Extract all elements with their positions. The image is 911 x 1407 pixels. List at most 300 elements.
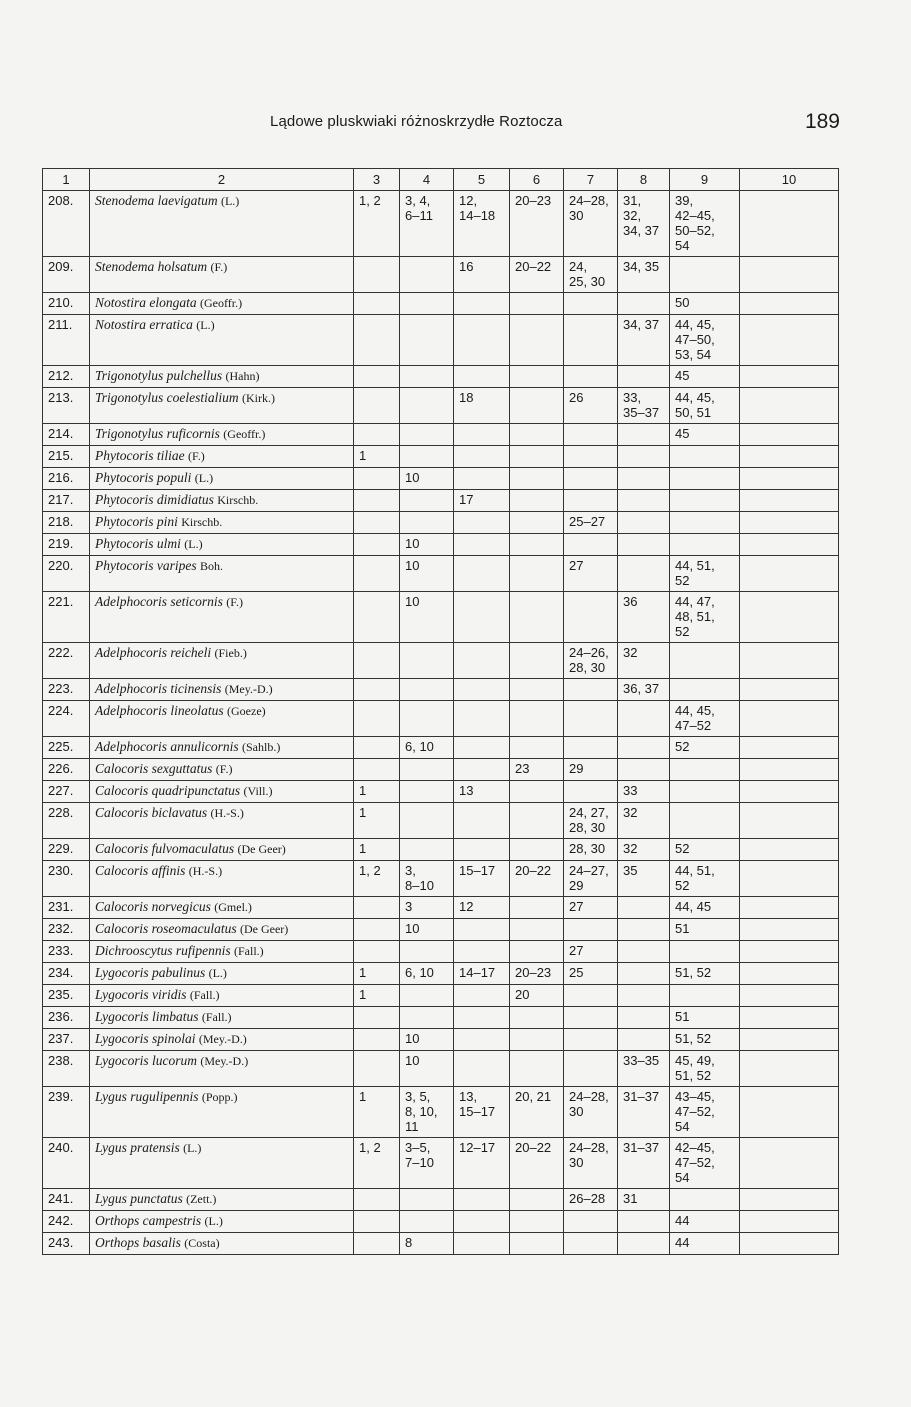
site-cell-5: 13, 15–17 <box>454 1087 510 1138</box>
site-cell-5 <box>454 1189 510 1211</box>
species-author: (Fall.) <box>189 988 220 1002</box>
site-cell-8 <box>618 1233 670 1255</box>
site-cell-8: 33 <box>618 781 670 803</box>
site-cell-5 <box>454 679 510 701</box>
table-row <box>43 468 839 490</box>
species-cell <box>90 781 354 803</box>
site-cell-10 <box>740 919 839 941</box>
table-row <box>43 512 839 534</box>
species-name: Stenodema laevigatum <box>95 193 218 208</box>
table-row <box>43 643 839 679</box>
page-header <box>44 110 840 139</box>
species-author: (L.) <box>196 318 215 332</box>
site-cell-7 <box>564 1233 618 1255</box>
page-number: 189 <box>804 110 840 133</box>
site-cell-6 <box>510 1051 564 1087</box>
species-author: (Goeze) <box>227 704 266 718</box>
table-row <box>43 592 839 643</box>
site-cell-10 <box>740 534 839 556</box>
row-number: 243. <box>43 1233 90 1255</box>
table-row <box>43 803 839 839</box>
table-row <box>43 191 839 257</box>
site-cell-5 <box>454 919 510 941</box>
species-author: (Geoffr.) <box>223 427 266 441</box>
species-cell <box>90 679 354 701</box>
site-cell-10 <box>740 1087 839 1138</box>
site-cell-3: 1 <box>354 446 400 468</box>
species-cell <box>90 257 354 293</box>
species-author: (Vill.) <box>243 784 273 798</box>
site-cell-5 <box>454 839 510 861</box>
site-cell-9: 50 <box>670 293 740 315</box>
table-row <box>43 556 839 592</box>
site-cell-10 <box>740 1233 839 1255</box>
site-cell-6 <box>510 1189 564 1211</box>
species-author: (Costa) <box>184 1236 220 1250</box>
species-name: Lygocoris pabulinus <box>95 965 206 980</box>
species-cell <box>90 293 354 315</box>
site-cell-9 <box>670 1189 740 1211</box>
site-cell-8: 32 <box>618 643 670 679</box>
site-cell-5: 15–17 <box>454 861 510 897</box>
site-cell-7: 24–28, 30 <box>564 1087 618 1138</box>
site-cell-7 <box>564 737 618 759</box>
site-cell-3 <box>354 1029 400 1051</box>
site-cell-4 <box>400 781 454 803</box>
row-number: 226. <box>43 759 90 781</box>
site-cell-8 <box>618 963 670 985</box>
row-number: 220. <box>43 556 90 592</box>
site-cell-8: 32 <box>618 839 670 861</box>
species-author: (Hahn) <box>225 369 260 383</box>
species-author: (Fieb.) <box>214 646 247 660</box>
row-number: 209. <box>43 257 90 293</box>
site-cell-10 <box>740 1138 839 1189</box>
site-cell-9: 44, 45, 47–52 <box>670 701 740 737</box>
species-author: (L.) <box>194 471 214 485</box>
species-cell <box>90 897 354 919</box>
table-row <box>43 861 839 897</box>
site-cell-5 <box>454 1029 510 1051</box>
species-cell <box>90 534 354 556</box>
table-row <box>43 1189 839 1211</box>
site-cell-7 <box>564 315 618 366</box>
site-cell-6: 20–23 <box>510 191 564 257</box>
site-cell-9: 52 <box>670 839 740 861</box>
row-number: 228. <box>43 803 90 839</box>
site-cell-5 <box>454 315 510 366</box>
table-row <box>43 781 839 803</box>
site-cell-9: 44, 51, 52 <box>670 861 740 897</box>
species-name: Phytocoris ulmi <box>95 536 181 551</box>
site-cell-10 <box>740 490 839 512</box>
site-cell-4: 3, 8–10 <box>400 861 454 897</box>
site-cell-10 <box>740 257 839 293</box>
species-name: Lygus rugulipennis <box>95 1089 199 1104</box>
column-header-7: 7 <box>564 169 618 191</box>
site-cell-3 <box>354 1233 400 1255</box>
row-number: 225. <box>43 737 90 759</box>
site-cell-4 <box>400 446 454 468</box>
site-cell-3: 1, 2 <box>354 1138 400 1189</box>
site-cell-6 <box>510 556 564 592</box>
site-cell-6 <box>510 490 564 512</box>
species-name: Trigonotylus pulchellus <box>95 368 223 383</box>
table-row <box>43 1138 839 1189</box>
column-header-8: 8 <box>618 169 670 191</box>
row-number: 214. <box>43 424 90 446</box>
site-cell-3 <box>354 490 400 512</box>
table-row <box>43 293 839 315</box>
site-cell-3 <box>354 388 400 424</box>
species-name: Lygocoris spinolai <box>95 1031 196 1046</box>
site-cell-6 <box>510 1211 564 1233</box>
site-cell-7 <box>564 468 618 490</box>
site-cell-6 <box>510 941 564 963</box>
site-cell-8 <box>618 985 670 1007</box>
table-row <box>43 490 839 512</box>
species-author: Kirschb. <box>217 493 259 507</box>
table-row <box>43 839 839 861</box>
site-cell-8: 36, 37 <box>618 679 670 701</box>
site-cell-9: 51 <box>670 1007 740 1029</box>
site-cell-4 <box>400 424 454 446</box>
site-cell-3: 1 <box>354 963 400 985</box>
species-author: (L.) <box>220 194 240 208</box>
site-cell-3: 1 <box>354 985 400 1007</box>
column-header-5: 5 <box>454 169 510 191</box>
species-name: Stenodema holsatum <box>95 259 208 274</box>
site-cell-6 <box>510 679 564 701</box>
species-author: (L.) <box>184 537 203 551</box>
site-cell-9 <box>670 941 740 963</box>
site-cell-3 <box>354 257 400 293</box>
site-cell-6 <box>510 1233 564 1255</box>
species-name: Phytocoris populi <box>95 470 192 485</box>
species-name: Dichrooscytus rufipennis <box>95 943 231 958</box>
site-cell-8 <box>618 1029 670 1051</box>
column-header-4: 4 <box>400 169 454 191</box>
site-cell-3 <box>354 1189 400 1211</box>
site-cell-7 <box>564 1211 618 1233</box>
table-row <box>43 1029 839 1051</box>
species-cell <box>90 315 354 366</box>
species-author: (H.-S.) <box>210 806 244 820</box>
row-number: 208. <box>43 191 90 257</box>
site-cell-7: 25–27 <box>564 512 618 534</box>
species-author: (F.) <box>210 260 228 274</box>
site-cell-8 <box>618 512 670 534</box>
column-header-10: 10 <box>740 169 839 191</box>
site-cell-8: 34, 35 <box>618 257 670 293</box>
site-cell-4 <box>400 803 454 839</box>
species-author: (Fall.) <box>234 944 264 958</box>
site-cell-9 <box>670 446 740 468</box>
site-cell-8: 33, 35–37 <box>618 388 670 424</box>
site-cell-6 <box>510 293 564 315</box>
site-cell-5 <box>454 468 510 490</box>
site-cell-4: 10 <box>400 556 454 592</box>
site-cell-8 <box>618 919 670 941</box>
species-name: Calocoris fulvomaculatus <box>95 841 235 856</box>
site-cell-10 <box>740 1211 839 1233</box>
site-cell-9: 42–45, 47–52, 54 <box>670 1138 740 1189</box>
site-cell-8: 33–35 <box>618 1051 670 1087</box>
row-number: 233. <box>43 941 90 963</box>
column-header-3: 3 <box>354 169 400 191</box>
site-cell-8 <box>618 366 670 388</box>
site-cell-8: 31, 32, 34, 37 <box>618 191 670 257</box>
species-cell <box>90 839 354 861</box>
site-cell-5: 12, 14–18 <box>454 191 510 257</box>
table-row <box>43 257 839 293</box>
site-cell-5: 12–17 <box>454 1138 510 1189</box>
site-cell-8 <box>618 446 670 468</box>
row-number: 242. <box>43 1211 90 1233</box>
species-author: (F.) <box>187 449 205 463</box>
site-cell-7 <box>564 424 618 446</box>
site-cell-7: 27 <box>564 556 618 592</box>
row-number: 236. <box>43 1007 90 1029</box>
species-name: Lygus punctatus <box>95 1191 183 1206</box>
species-author: (De Geer) <box>240 922 289 936</box>
site-cell-7 <box>564 919 618 941</box>
table-row <box>43 737 839 759</box>
site-cell-3 <box>354 1007 400 1029</box>
site-cell-6 <box>510 701 564 737</box>
site-cell-10 <box>740 781 839 803</box>
site-cell-8 <box>618 941 670 963</box>
site-cell-4 <box>400 643 454 679</box>
species-author: (Gmel.) <box>214 900 252 914</box>
site-cell-6 <box>510 737 564 759</box>
table-row <box>43 366 839 388</box>
site-cell-9 <box>670 468 740 490</box>
site-cell-10 <box>740 679 839 701</box>
site-cell-9: 52 <box>670 737 740 759</box>
species-cell <box>90 643 354 679</box>
site-cell-4 <box>400 315 454 366</box>
site-cell-3: 1 <box>354 1087 400 1138</box>
site-cell-5 <box>454 1211 510 1233</box>
site-cell-4 <box>400 512 454 534</box>
site-cell-3: 1, 2 <box>354 861 400 897</box>
site-cell-7 <box>564 781 618 803</box>
species-cell <box>90 1233 354 1255</box>
site-cell-5: 17 <box>454 490 510 512</box>
species-name: Lygus pratensis <box>95 1140 180 1155</box>
species-author: (L.) <box>183 1141 202 1155</box>
site-cell-4 <box>400 941 454 963</box>
site-cell-6 <box>510 534 564 556</box>
site-cell-8 <box>618 293 670 315</box>
site-cell-9 <box>670 803 740 839</box>
site-cell-3 <box>354 1211 400 1233</box>
site-cell-9: 44 <box>670 1233 740 1255</box>
site-cell-4 <box>400 1007 454 1029</box>
table-row <box>43 679 839 701</box>
site-cell-6 <box>510 643 564 679</box>
site-cell-3 <box>354 737 400 759</box>
species-cell <box>90 941 354 963</box>
site-cell-4: 10 <box>400 1029 454 1051</box>
site-cell-3 <box>354 919 400 941</box>
table-row <box>43 897 839 919</box>
species-name: Calocoris roseomaculatus <box>95 921 237 936</box>
site-cell-9: 44, 45, 47–50, 53, 54 <box>670 315 740 366</box>
table-row <box>43 315 839 366</box>
site-cell-7: 24, 25, 30 <box>564 257 618 293</box>
site-cell-10 <box>740 592 839 643</box>
site-cell-6 <box>510 897 564 919</box>
site-cell-7 <box>564 985 618 1007</box>
site-cell-10 <box>740 941 839 963</box>
row-number: 224. <box>43 701 90 737</box>
species-author: Boh. <box>199 559 223 573</box>
table-row <box>43 1211 839 1233</box>
site-cell-3: 1, 2 <box>354 191 400 257</box>
site-cell-10 <box>740 388 839 424</box>
site-cell-9: 44, 51, 52 <box>670 556 740 592</box>
row-number: 227. <box>43 781 90 803</box>
species-cell <box>90 1087 354 1138</box>
site-cell-3 <box>354 293 400 315</box>
site-cell-4 <box>400 1189 454 1211</box>
table-row <box>43 985 839 1007</box>
site-cell-7 <box>564 490 618 512</box>
site-cell-4 <box>400 839 454 861</box>
row-number: 241. <box>43 1189 90 1211</box>
column-header-1: 1 <box>43 169 90 191</box>
running-title: Lądowe pluskwiaki różnoskrzydłe Roztocza <box>270 113 563 130</box>
species-name: Notostira elongata <box>95 295 197 310</box>
species-cell <box>90 556 354 592</box>
site-cell-3 <box>354 701 400 737</box>
site-cell-8 <box>618 534 670 556</box>
species-name: Lygocoris viridis <box>95 987 187 1002</box>
site-cell-7 <box>564 366 618 388</box>
row-number: 231. <box>43 897 90 919</box>
site-cell-8 <box>618 759 670 781</box>
species-cell <box>90 919 354 941</box>
row-number: 235. <box>43 985 90 1007</box>
site-cell-10 <box>740 701 839 737</box>
site-cell-5 <box>454 1051 510 1087</box>
species-cell <box>90 424 354 446</box>
site-cell-3 <box>354 556 400 592</box>
site-cell-9: 51, 52 <box>670 1029 740 1051</box>
site-cell-3 <box>354 468 400 490</box>
species-cell <box>90 1211 354 1233</box>
site-cell-10 <box>740 1051 839 1087</box>
site-cell-9 <box>670 759 740 781</box>
site-cell-5: 18 <box>454 388 510 424</box>
species-author: (Mey.-D.) <box>198 1032 247 1046</box>
site-cell-7 <box>564 293 618 315</box>
species-name: Phytocoris tiliae <box>95 448 185 463</box>
site-cell-7 <box>564 1029 618 1051</box>
column-header-9: 9 <box>670 169 740 191</box>
site-cell-8 <box>618 1211 670 1233</box>
site-cell-10 <box>740 839 839 861</box>
site-cell-9 <box>670 534 740 556</box>
site-cell-3 <box>354 941 400 963</box>
species-name: Adelphocoris ticinensis <box>95 681 222 696</box>
species-name: Calocoris biclavatus <box>95 805 208 820</box>
species-name: Phytocoris varipes <box>95 558 197 573</box>
row-number: 210. <box>43 293 90 315</box>
site-cell-3 <box>354 315 400 366</box>
site-cell-7: 26 <box>564 388 618 424</box>
site-cell-6 <box>510 468 564 490</box>
site-cell-5 <box>454 803 510 839</box>
site-cell-9: 39, 42–45, 50–52, 54 <box>670 191 740 257</box>
site-cell-3 <box>354 759 400 781</box>
site-cell-4: 6, 10 <box>400 737 454 759</box>
species-author: (F.) <box>226 595 243 609</box>
site-cell-9: 44, 47, 48, 51, 52 <box>670 592 740 643</box>
site-cell-5 <box>454 737 510 759</box>
site-cell-6: 20–23 <box>510 963 564 985</box>
site-cell-7: 28, 30 <box>564 839 618 861</box>
site-cell-7: 27 <box>564 941 618 963</box>
site-cell-10 <box>740 759 839 781</box>
site-cell-5 <box>454 759 510 781</box>
site-cell-8: 32 <box>618 803 670 839</box>
table-row <box>43 388 839 424</box>
site-cell-8 <box>618 556 670 592</box>
site-cell-8: 36 <box>618 592 670 643</box>
site-cell-9: 44 <box>670 1211 740 1233</box>
row-number: 213. <box>43 388 90 424</box>
site-cell-5 <box>454 643 510 679</box>
site-cell-3: 1 <box>354 839 400 861</box>
species-author: (F.) <box>215 762 233 776</box>
site-cell-7 <box>564 592 618 643</box>
site-cell-10 <box>740 1029 839 1051</box>
site-cell-6: 20–22 <box>510 257 564 293</box>
site-cell-9 <box>670 781 740 803</box>
species-cell <box>90 985 354 1007</box>
column-header-2: 2 <box>90 169 354 191</box>
species-name: Adelphocoris annulicornis <box>95 739 239 754</box>
site-cell-5 <box>454 534 510 556</box>
species-author: (Fall.) <box>201 1010 232 1024</box>
species-cell <box>90 191 354 257</box>
site-cell-7: 29 <box>564 759 618 781</box>
site-cell-3 <box>354 1051 400 1087</box>
site-cell-4 <box>400 679 454 701</box>
table-row <box>43 1007 839 1029</box>
table-row <box>43 1051 839 1087</box>
species-author: Kirschb. <box>181 515 223 529</box>
row-number: 234. <box>43 963 90 985</box>
row-number: 217. <box>43 490 90 512</box>
row-number: 230. <box>43 861 90 897</box>
site-cell-7 <box>564 1051 618 1087</box>
species-name: Calocoris norvegicus <box>95 899 211 914</box>
species-name: Adelphocoris reicheli <box>95 645 212 660</box>
species-name: Trigonotylus ruficornis <box>95 426 220 441</box>
site-cell-9: 44, 45, 50, 51 <box>670 388 740 424</box>
site-cell-4 <box>400 985 454 1007</box>
site-cell-6 <box>510 1029 564 1051</box>
site-cell-4: 10 <box>400 468 454 490</box>
site-cell-4: 10 <box>400 534 454 556</box>
site-cell-3: 1 <box>354 781 400 803</box>
site-cell-10 <box>740 468 839 490</box>
site-cell-5 <box>454 592 510 643</box>
